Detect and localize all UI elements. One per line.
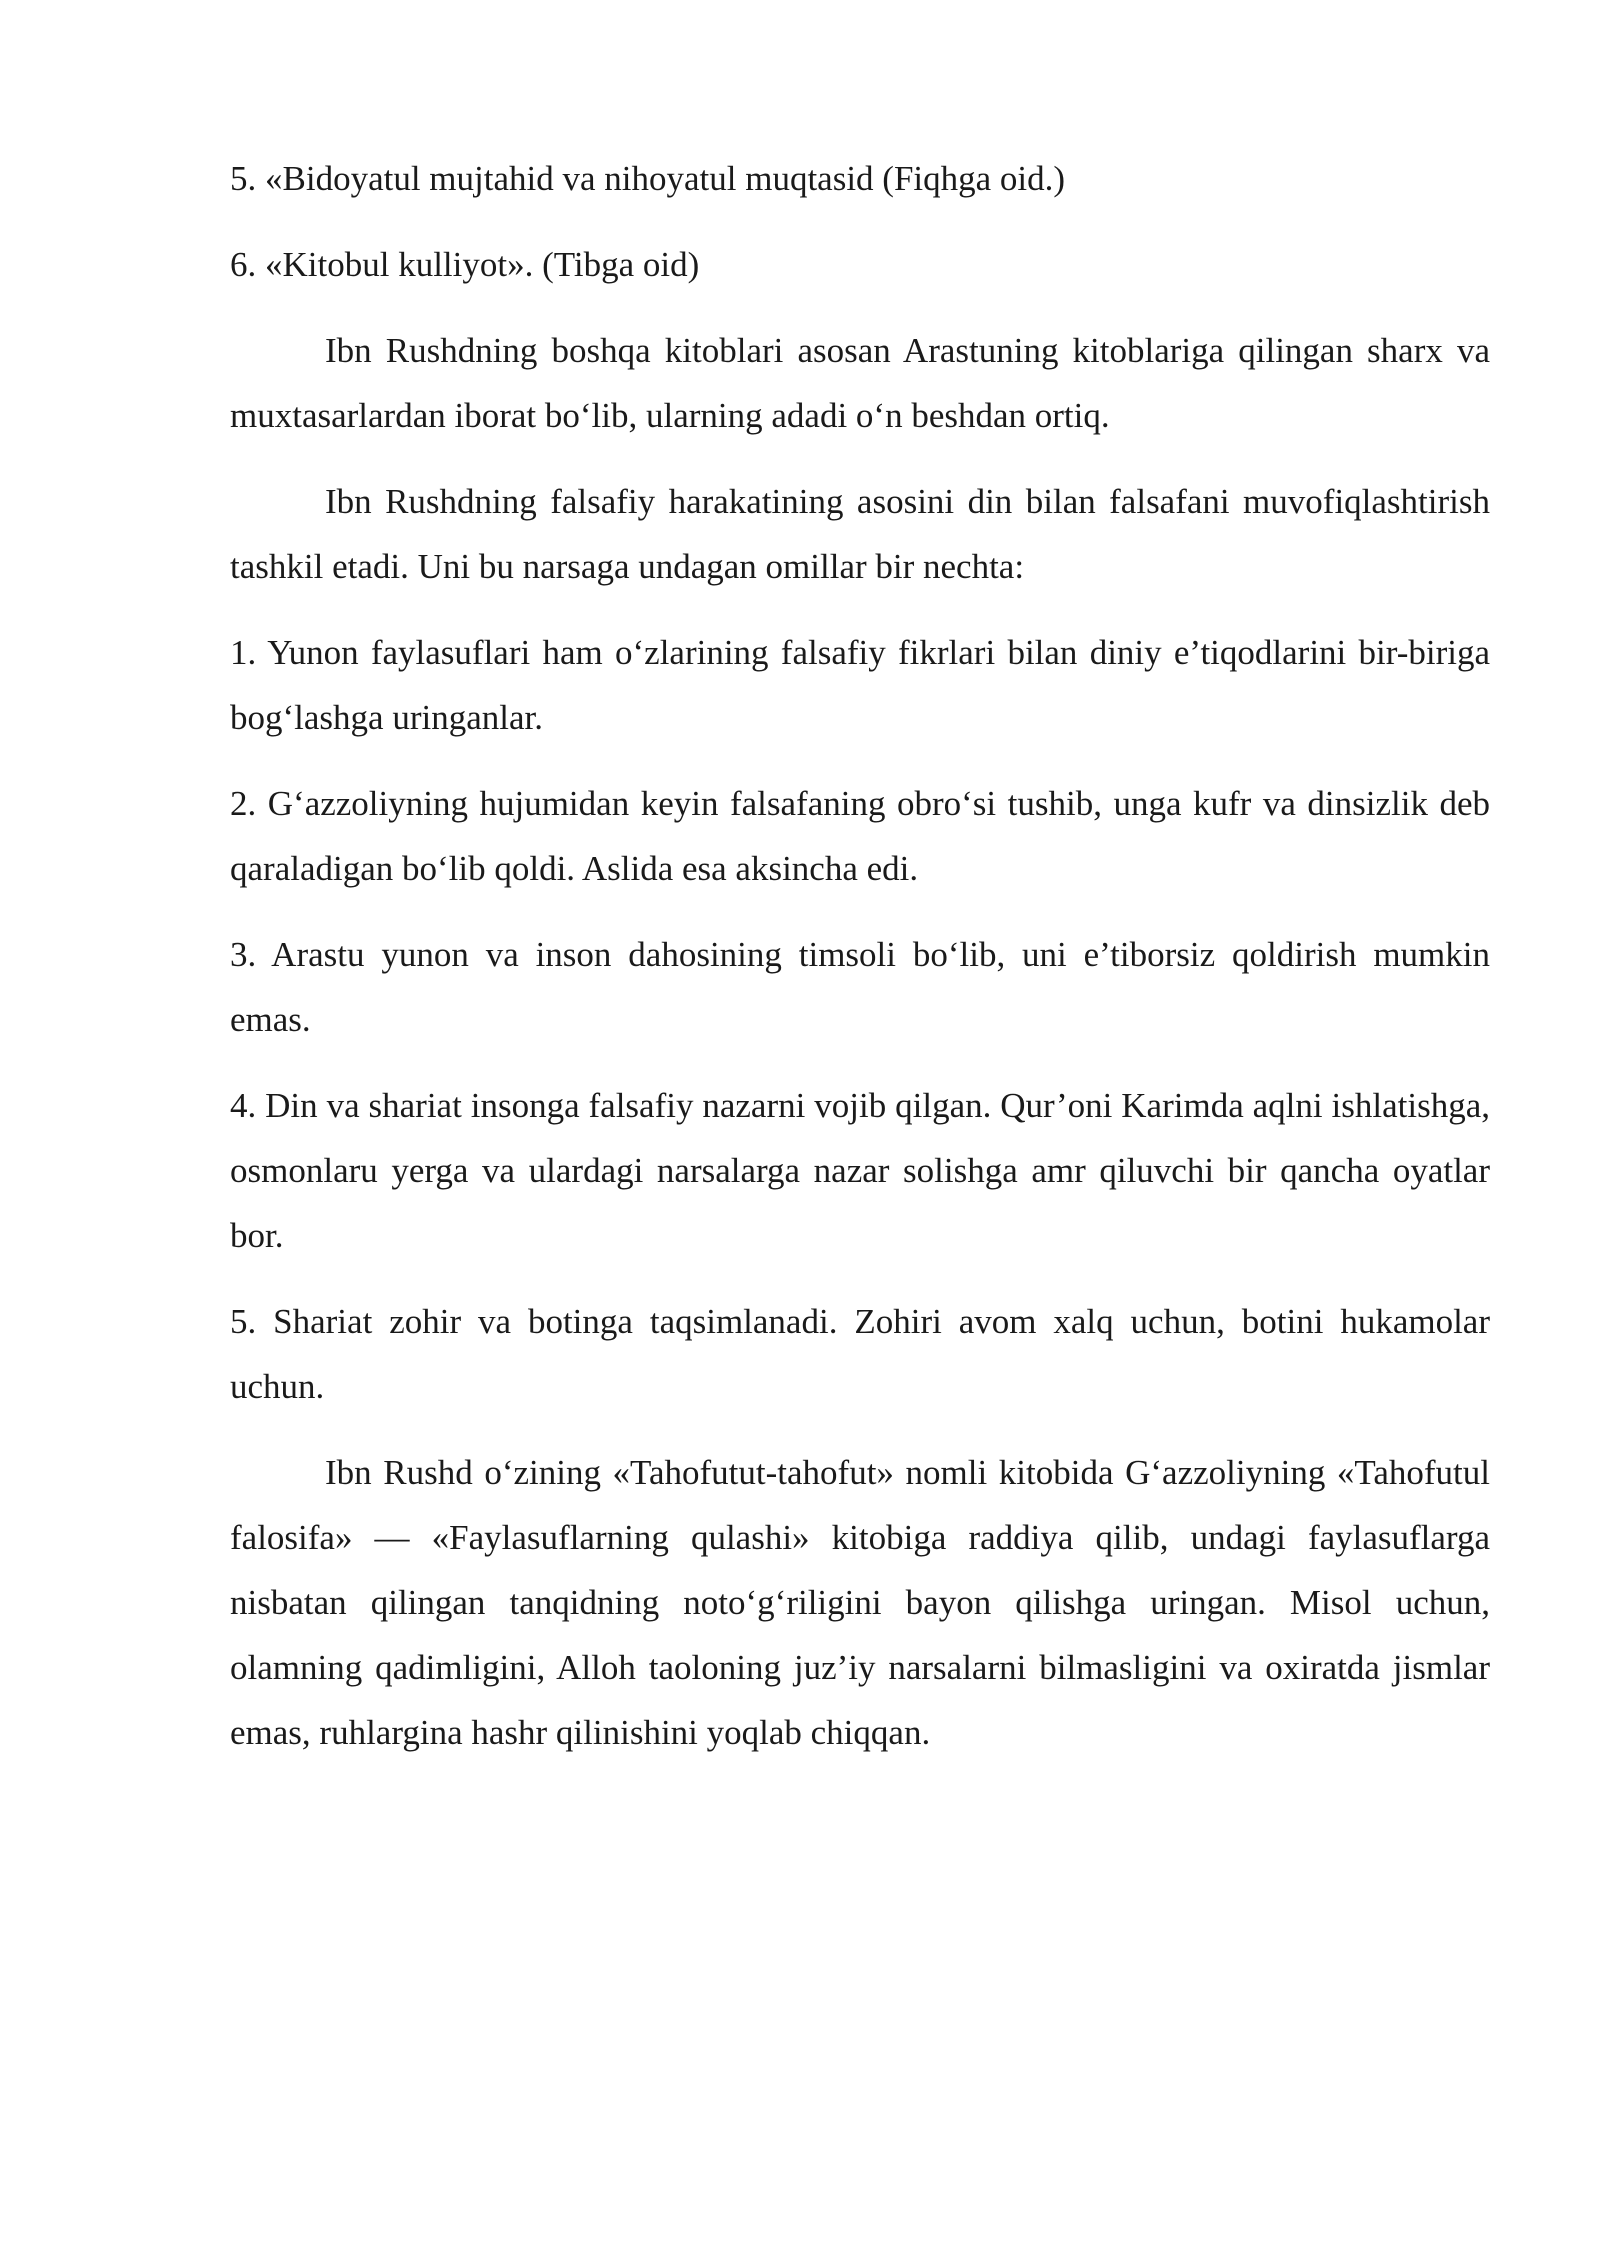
paragraph-philosophy-basis: Ibn Rushdning falsafiy harakatining asosini din bilan falsafani muvofiqlashtirish tashkil etadi. Uni bu narsaga undagan omillar bir nechta:	[230, 482, 1490, 586]
list-item-reason-1: 1. Yunon faylasuflari ham o‘zlarining falsafiy fikrlari bilan diniy e’tiqodlarini bir-biriga bog‘lashga uringanlar.	[230, 633, 1490, 737]
list-item-reason-3: 3. Arastu yunon va inson dahosining timsoli bo‘lib, uni e’tiborsiz qoldirish mumkin emas.	[230, 935, 1490, 1039]
list-item-kitobul-kulliyot: 6. «Kitobul kulliyot». (Tibga oid)	[230, 245, 700, 284]
paragraph-other-books: Ibn Rushdning boshqa kitoblari asosan Arastuning kitoblariga qilingan sharx va muxtasarlardan iborat bo‘lib, ularning adadi o‘n beshdan ortiq.	[230, 331, 1490, 435]
list-item-reason-5: 5. Shariat zohir va botinga taqsimlanadi. Zohiri avom xalq uchun, botini hukamolar uchun.	[230, 1302, 1490, 1406]
list-item-reason-2: 2. G‘azzoliyning hujumidan keyin falsafaning obro‘si tushib, unga kufr va dinsizlik deb qaraladigan bo‘lib qoldi. Aslida esa aksincha edi.	[230, 784, 1490, 888]
list-item-reason-4: 4. Din va shariat insonga falsafiy nazarni vojib qilgan. Qur’oni Karimda aqlni ishlatishga, osmonlaru yerga va ulardagi narsalarga nazar solishga amr qiluvchi bir qancha oyatlar bor.	[230, 1086, 1490, 1255]
paragraph-tahofut: Ibn Rushd o‘zining «Tahofutut-tahofut» nomli kitobida G‘azzoliyning «Tahofutul falosifa» — «Faylasuflarning qulashi» kitobiga raddiya qilib, undagi faylasuflarga nisbatan qilingan tanqidning noto‘g‘riligini bayon qilishga uringan. Misol uchun, olamning qadimligini, Alloh taoloning juz’iy narsalarni bilmasligini va oxiratda jismlar emas, ruhlargina hashr qilinishini yoqlab chiqqan.	[230, 1453, 1490, 1752]
document-body	[230, 146, 1490, 1786]
list-item-bidoyatul: 5. «Bidoyatul mujtahid va nihoyatul muqtasid (Fiqhga oid.)	[230, 159, 1066, 198]
